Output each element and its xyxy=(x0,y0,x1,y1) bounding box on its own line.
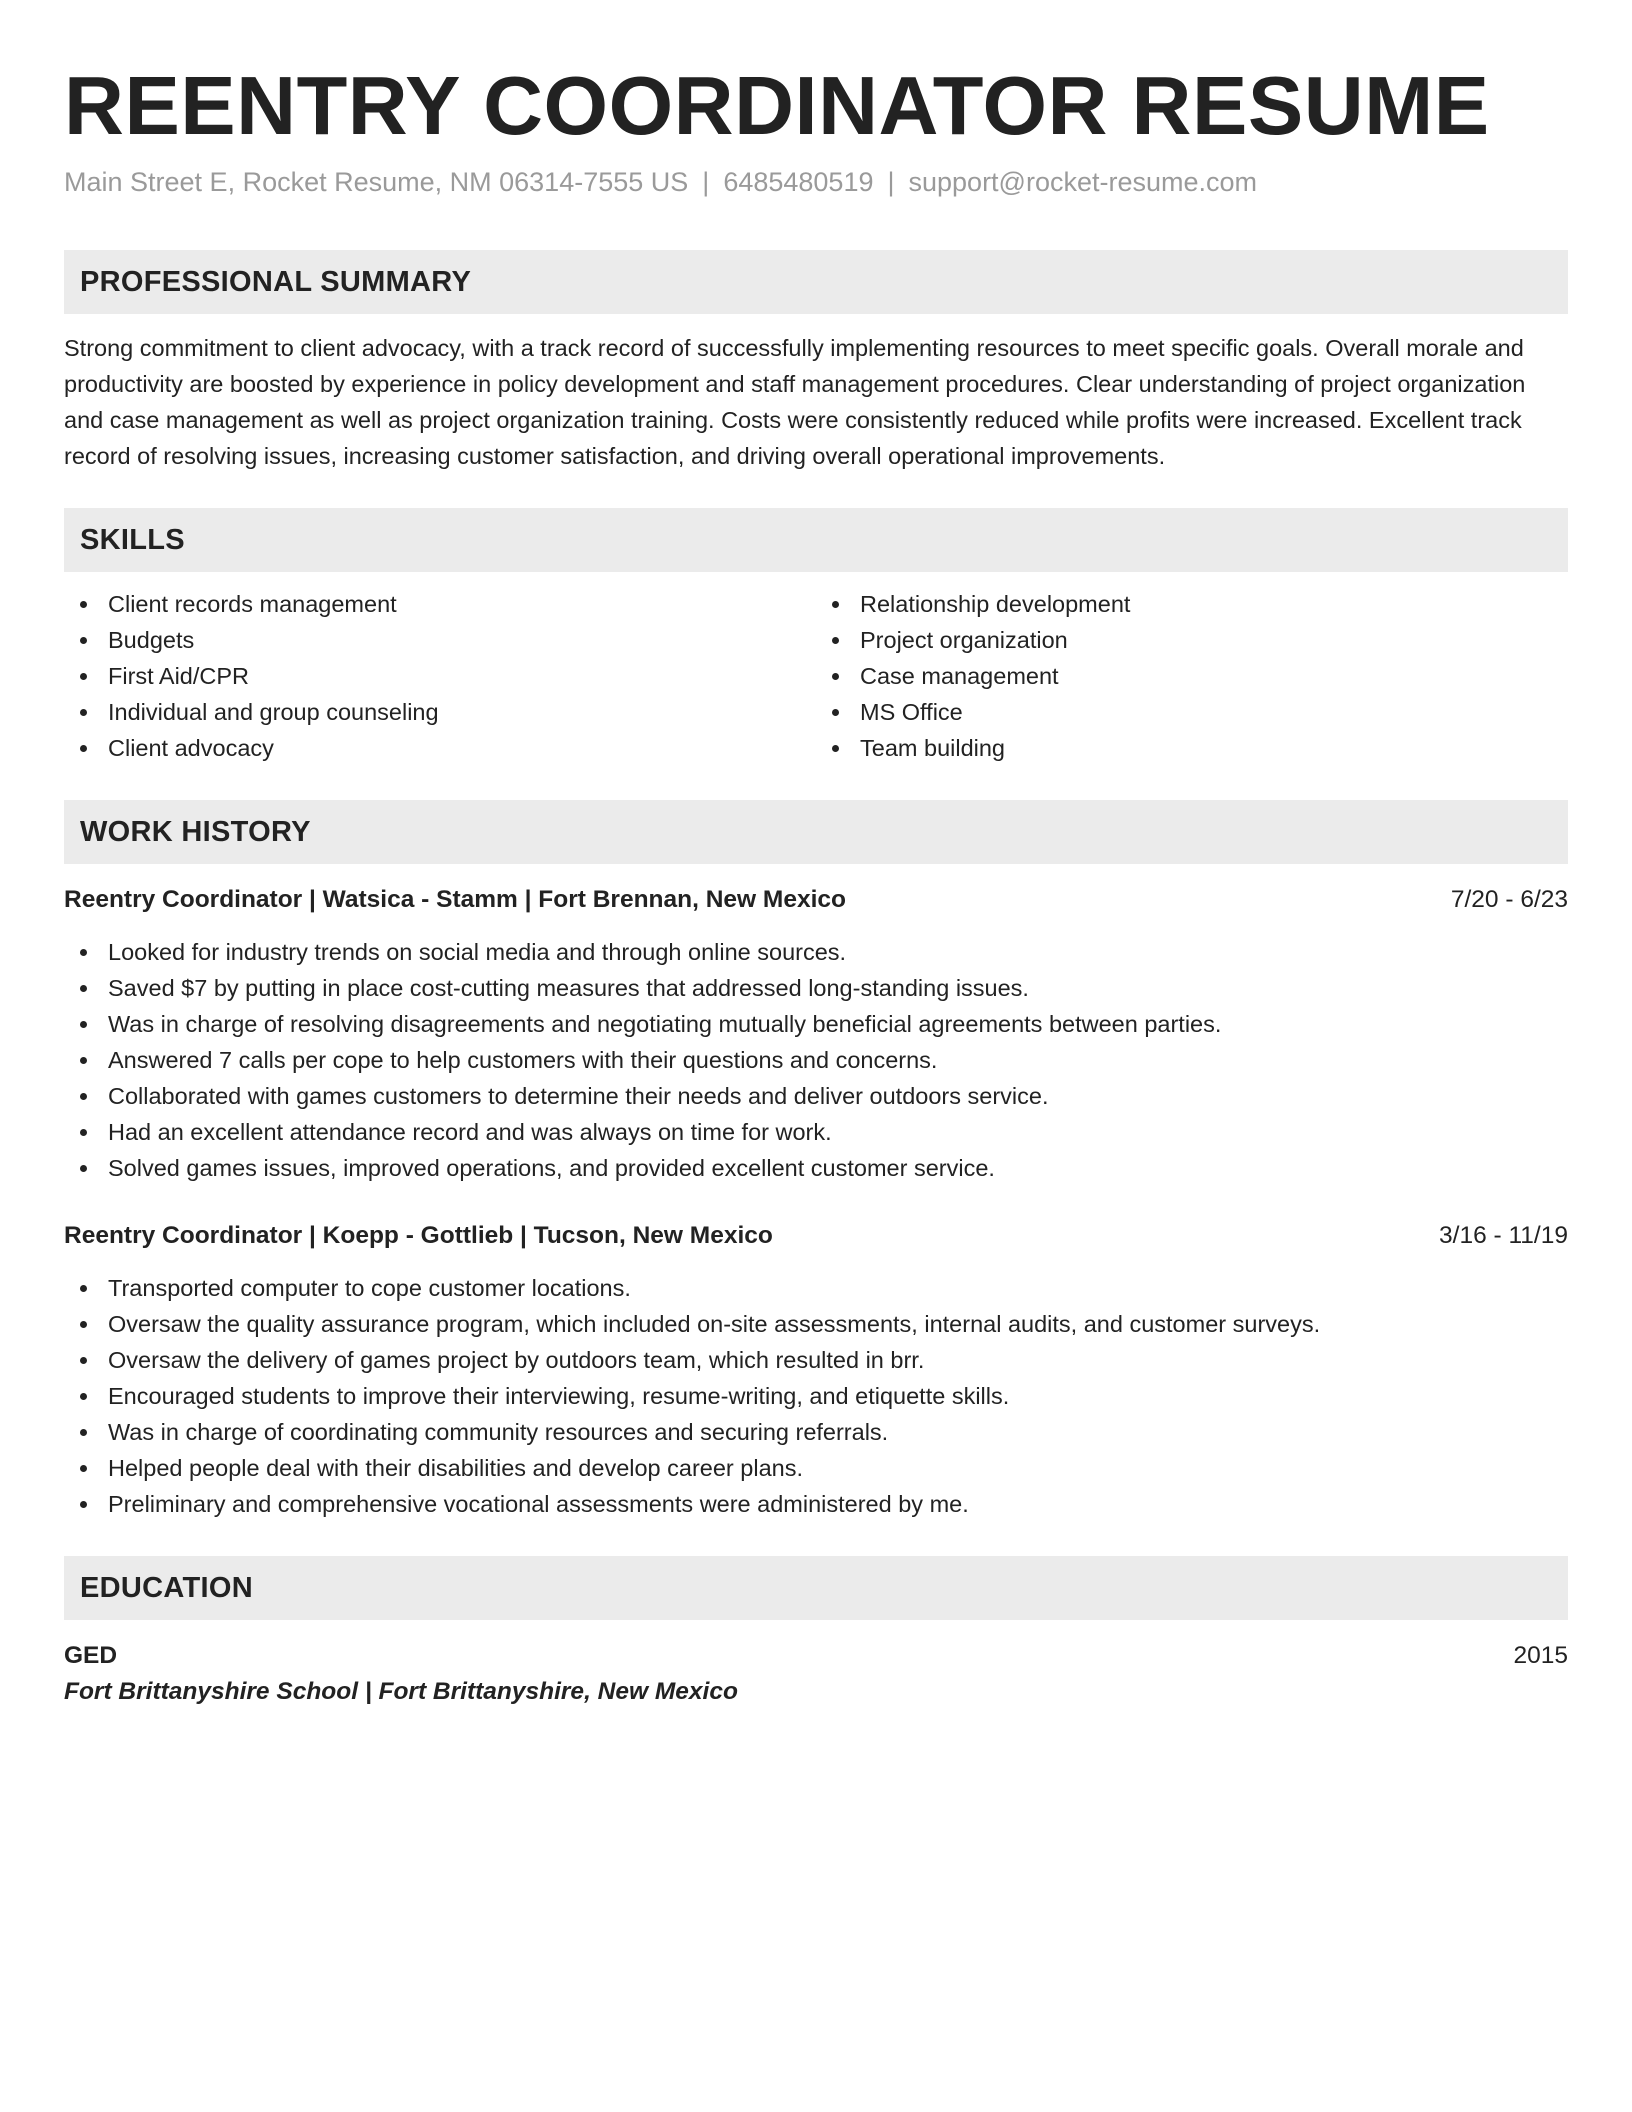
job-duty: Preliminary and comprehensive vocational assessments were administered by me. xyxy=(64,1486,1568,1522)
section-header-summary: PROFESSIONAL SUMMARY xyxy=(64,250,1568,314)
job-duty: Looked for industry trends on social media and through online sources. xyxy=(64,934,1568,970)
education-school: Fort Brittanyshire School | Fort Brittanyshire, New Mexico xyxy=(64,1678,738,1705)
contact-separator: | xyxy=(702,167,710,197)
job-duty: Was in charge of resolving disagreements and negotiating mutually beneficial agreements between parties. xyxy=(64,1006,1568,1042)
job-duty: Helped people deal with their disabilities and develop career plans. xyxy=(64,1450,1568,1486)
job-duty: Collaborated with games customers to determine their needs and deliver outdoors service. xyxy=(64,1078,1568,1114)
skill-item: First Aid/CPR xyxy=(64,658,816,694)
job-duty: Answered 7 calls per cope to help customers with their questions and concerns. xyxy=(64,1042,1568,1078)
job-header xyxy=(64,882,1568,918)
skill-item: Relationship development xyxy=(816,586,1568,622)
job-dates: 7/20 - 6/23 xyxy=(1450,886,1568,913)
job-duty: Oversaw the delivery of games project by outdoors team, which resulted in brr. xyxy=(64,1342,1568,1378)
contact-line xyxy=(64,164,1568,200)
skill-item: Client records management xyxy=(64,586,816,622)
skill-item: Individual and group counseling xyxy=(64,694,816,730)
job-duty: Oversaw the quality assurance program, which included on-site assessments, internal audits, and customer surveys. xyxy=(64,1306,1568,1342)
job-duty: Was in charge of coordinating community resources and securing referrals. xyxy=(64,1414,1568,1450)
job-duties-list xyxy=(64,934,1568,1186)
contact-phone: 6485480519 xyxy=(723,167,874,197)
skills-column-right xyxy=(816,586,1568,766)
contact-address: Main Street E, Rocket Resume, NM 06314-7555 US xyxy=(64,167,689,197)
contact-email: support@rocket-resume.com xyxy=(908,167,1258,197)
education-header xyxy=(64,1638,1568,1674)
skill-item: MS Office xyxy=(816,694,1568,730)
skills-column-left xyxy=(64,586,816,766)
skill-item: Team building xyxy=(816,730,1568,766)
job-duty: Transported computer to cope customer locations. xyxy=(64,1270,1568,1306)
job-duty: Had an excellent attendance record and was always on time for work. xyxy=(64,1114,1568,1150)
section-header-skills: SKILLS xyxy=(64,508,1568,572)
section-header-work-history: WORK HISTORY xyxy=(64,800,1568,864)
job-header xyxy=(64,1218,1568,1254)
job-title: Reentry Coordinator | Koepp - Gottlieb | Tucson, New Mexico xyxy=(64,1222,773,1249)
resume-title: REENTRY COORDINATOR RESUME xyxy=(64,59,1490,152)
contact-separator: | xyxy=(887,167,895,197)
summary-text: Strong commitment to client advocacy, with a track record of successfully implementing resources to meet specific goals. Overall morale and productivity are boosted by experience in policy development and staff management procedures. Clear understanding of project organization and case management as well as project organization training. Costs were consistently reduced while profits were increased. Excellent track record of resolving issues, increasing customer satisfaction, and driving overall operational improvements. xyxy=(64,335,1526,469)
job-duty: Solved games issues, improved operations, and provided excellent customer service. xyxy=(64,1150,1568,1186)
job-duties-list xyxy=(64,1270,1568,1522)
job-duty: Encouraged students to improve their interviewing, resume-writing, and etiquette skills. xyxy=(64,1378,1568,1414)
job-duty: Saved $7 by putting in place cost-cutting measures that addressed long-standing issues. xyxy=(64,970,1568,1006)
skill-item: Project organization xyxy=(816,622,1568,658)
skill-item: Client advocacy xyxy=(64,730,816,766)
job-dates: 3/16 - 11/19 xyxy=(1439,1222,1568,1249)
skill-item: Case management xyxy=(816,658,1568,694)
skills-list xyxy=(64,586,1568,766)
section-header-education: EDUCATION xyxy=(64,1556,1568,1620)
education-degree: GED xyxy=(64,1642,118,1669)
job-title: Reentry Coordinator | Watsica - Stamm | Fort Brennan, New Mexico xyxy=(64,886,846,913)
skill-item: Budgets xyxy=(64,622,816,658)
education-year: 2015 xyxy=(1513,1642,1568,1669)
